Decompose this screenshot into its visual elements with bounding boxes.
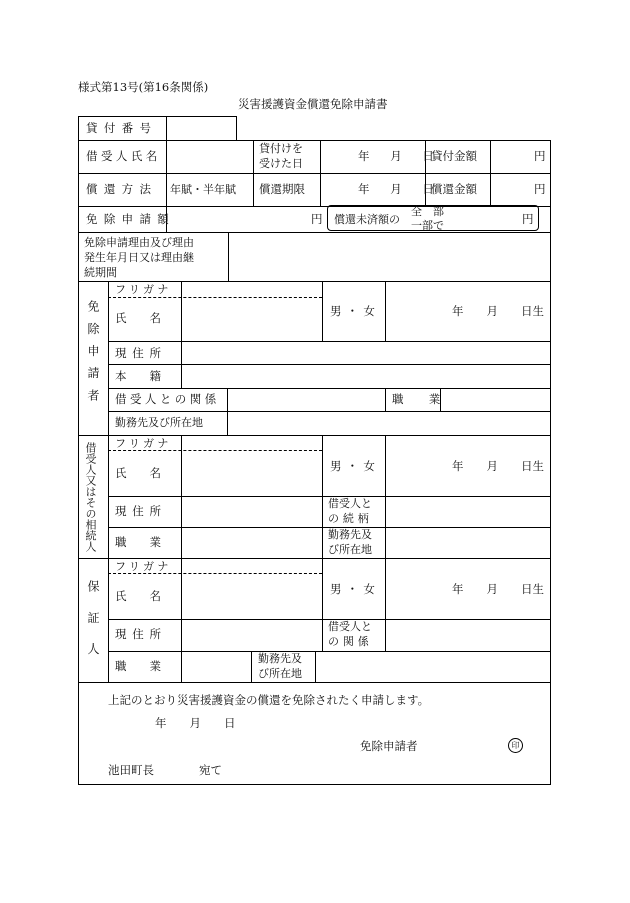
repayment-amount-label: 償還金額 (431, 182, 477, 196)
hline (78, 558, 551, 559)
application-statement: 上記のとおり災害援護資金の償還を免除されたく申請します。 (108, 693, 430, 707)
heir-relation-label-1: 借受人と (328, 497, 372, 510)
guarantor-birth[interactable]: 年 月 日生 (452, 582, 544, 596)
unpaid-part[interactable]: 一部で (411, 219, 444, 232)
heir-birth[interactable]: 年 月 日生 (452, 459, 544, 473)
guarantor-workplace-label-1: 勤務先及 (258, 652, 302, 665)
guarantor-workplace-label-2: び所在地 (258, 667, 302, 680)
heir-group-label: 借受人又はその相続人 (84, 442, 97, 552)
guarantor-furigana-label: フリガナ (115, 560, 172, 573)
vline (385, 388, 386, 411)
borrower-name-field[interactable] (167, 141, 252, 172)
reason-label-2: 発生年月日又は理由継 (84, 251, 194, 264)
applicant-furigana-label: フリガナ (115, 283, 172, 296)
furigana-divider (108, 573, 322, 574)
hline (78, 173, 551, 174)
vline (550, 140, 551, 142)
vline (251, 651, 252, 682)
vline (166, 173, 167, 206)
loan-date-label-1: 貸付けを (259, 142, 303, 155)
exempt-amount-yen: 円 (311, 212, 323, 226)
vline (320, 140, 321, 206)
unpaid-yen: 円 (522, 212, 534, 226)
hline (78, 140, 551, 141)
applicant-signature-label: 免除申請者 (360, 739, 418, 753)
unpaid-all[interactable]: 全 部 (411, 205, 444, 218)
repayment-deadline-label: 償還期限 (259, 182, 305, 196)
hline (78, 682, 551, 683)
addressee-suffix: 宛て (199, 763, 222, 777)
heir-furigana-label: フリガナ (115, 437, 172, 450)
heir-workplace-label-2: び所在地 (328, 543, 372, 556)
loan-amount-field[interactable] (491, 141, 531, 172)
heir-relation-label-2: の続柄 (328, 512, 373, 525)
heir-name-label: 氏 名 (115, 466, 161, 480)
reason-field[interactable] (229, 233, 549, 280)
applicant-name-label: 氏 名 (115, 311, 161, 325)
reason-label-3: 続期間 (84, 266, 117, 279)
vline (315, 651, 316, 682)
borrower-name-label: 借受人氏名 (86, 149, 161, 163)
hline (108, 364, 551, 365)
hline (78, 435, 551, 436)
guarantor-address-label: 現住所 (115, 627, 167, 641)
loan-amount-yen: 円 (534, 149, 546, 163)
heir-workplace-label-1: 勤務先及 (328, 528, 372, 541)
furigana-divider (108, 297, 322, 298)
heir-address-label: 現住所 (115, 504, 167, 518)
applicant-job-label: 職 業 (392, 392, 448, 406)
heir-sex[interactable]: 男・女 (330, 459, 381, 473)
repayment-method-label: 償還方法 (86, 182, 158, 196)
applicant-sex[interactable]: 男・女 (330, 304, 381, 318)
vline (322, 558, 323, 651)
applicant-relation-label: 借受人との関係 (115, 392, 220, 406)
furigana-divider (108, 450, 322, 451)
repayment-method-value[interactable]: 年賦・半年賦 (170, 183, 236, 196)
vline (385, 281, 386, 341)
heir-job-label: 職 業 (115, 535, 161, 549)
exempt-amount-label: 免除申請額 (86, 212, 176, 226)
hline (108, 341, 551, 342)
applicant-birth[interactable]: 年 月 日生 (452, 304, 544, 318)
seal-icon: 印 (508, 738, 523, 753)
guarantor-name-label: 氏 名 (115, 589, 161, 603)
applicant-address-label: 現住所 (115, 346, 167, 360)
repayment-amount-yen: 円 (534, 182, 546, 196)
vline (385, 558, 386, 651)
form-title: 災害援護資金償還免除申請書 (238, 97, 388, 111)
blank-area (237, 115, 553, 140)
unpaid-label: 償還未済額の (334, 213, 400, 226)
applicant-workplace-label: 勤務先及び所在地 (115, 416, 203, 429)
guarantor-job-label: 職 業 (115, 659, 161, 673)
loan-amount-label: 貸付金額 (431, 149, 477, 163)
vline (322, 281, 323, 341)
hline (108, 388, 551, 389)
application-date[interactable]: 年 月 日 (155, 716, 236, 730)
addressee: 池田町長 (108, 763, 154, 777)
reason-label-1: 免除申請理由及び理由 (84, 236, 194, 249)
form-number: 様式第13号(第16条関係) (78, 80, 209, 94)
loan-number-label: 貸付番号 (86, 121, 158, 135)
loan-date-value[interactable]: 年 月 日 (358, 149, 439, 163)
vline (181, 281, 182, 341)
repayment-deadline-value[interactable]: 年 月 日 (358, 182, 439, 196)
hline (78, 281, 551, 282)
hline (108, 411, 551, 412)
applicant-domicile-label: 本 籍 (115, 369, 161, 383)
hline (108, 651, 551, 652)
applicant-group-label: 免除申請者 (86, 300, 100, 411)
vline (181, 558, 182, 682)
loan-number-field[interactable] (167, 117, 235, 139)
guarantor-relation-label-2: の関係 (328, 635, 373, 648)
loan-date-label-2: 受けた日 (259, 157, 303, 170)
guarantor-group-label: 保証人 (86, 580, 100, 674)
guarantor-sex[interactable]: 男・女 (330, 582, 381, 596)
guarantor-relation-label-1: 借受人と (328, 620, 372, 633)
vline (253, 140, 254, 206)
